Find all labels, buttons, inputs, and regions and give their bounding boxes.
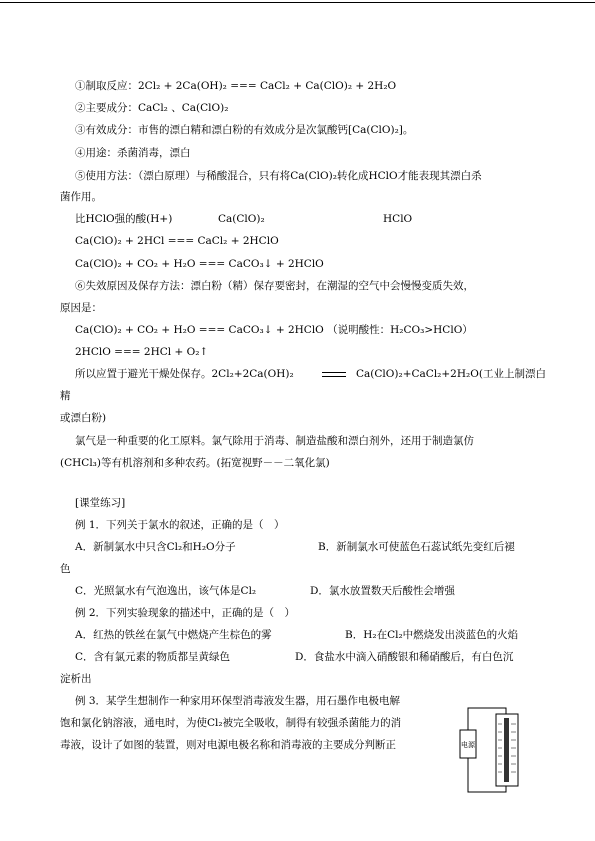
option-d: D．氯水放置数天后酸性会增强 [310,585,455,597]
text-line: 或漂白粉) [60,412,107,424]
text-line: ④用途：杀菌消毒，漂白 [75,147,191,159]
text-line: 精 [60,390,71,402]
text-line: 饱和氯化钠溶液，通电时，为使Cl₂被完全吸收，制得有较强杀菌能力的消 [60,717,402,729]
text-line: 色 [60,563,71,575]
option-b: B．H₂在Cl₂中燃烧发出淡蓝色的火焰 [345,629,519,641]
header-rule [0,2,595,3]
text-line: 所以应置于避光干燥处保存。2Cl₂+2Ca(OH)₂ [75,368,294,380]
text-line: 原因是： [60,302,102,314]
option-a: A．红热的铁丝在氯气中燃烧产生棕色的雾 [75,629,272,641]
text-line: Ca(ClO)₂+CaCl₂+2H₂O(工业上制漂白 [356,368,546,380]
electrolysis-apparatus-diagram [458,700,522,798]
option-d: D．食盐水中滴入硝酸银和稀硝酸后，有白色沉 [295,651,514,663]
text-line: ⑥失效原因及保存方法：漂白粉（精）保存要密封，在潮湿的空气中会慢慢变质失效， [75,280,474,292]
section-heading: [课堂练习] [75,497,126,509]
text-line: Ca(ClO)₂ [218,213,265,225]
text-line: 比HClO强的酸(H+) [75,213,173,225]
text-line: 菌作用。 [60,191,102,203]
text-line: 氯气是一种重要的化工原料。氯气除用于消毒、制造盐酸和漂白剂外，还用于制造氯仿 [75,435,474,447]
text-line: ③有效成分：市售的漂白精和漂白粉的有效成分是次氯酸钙[Ca(ClO)₂]。 [75,124,414,136]
option-b: B．新制氯水可使蓝色石蕊试纸先变红后褪 [318,541,515,553]
equation-line: Ca(ClO)₂ + CO₂ + H₂O === CaCO₃↓ + 2HClO （说明酸性：H₂CO₃>HClO） [75,324,473,336]
option-c: C．光照氯水有气泡逸出，该气体是Cl₂ [75,585,257,597]
text-line: (CHCl₃)等有机溶剂和多种农药。(拓宽视野－－二氧化氯) [60,457,330,469]
text-line: 毒液，设计了如图的装置，则对电源电极名称和消毒液的主要成分判断正 [60,739,396,751]
option-a: A．新制氯水中只含Cl₂和H₂O分子 [75,541,236,553]
equation-line: 2HClO === 2HCl + O₂↑ [75,346,209,358]
equation-line: Ca(ClO)₂ + CO₂ + H₂O === CaCO₃↓ + 2HClO [75,258,324,270]
text-line: ①制取反应：2Cl₂ + 2Ca(OH)₂ === CaCl₂ + Ca(ClO)₂ + 2H₂O [75,80,397,92]
question-line: 例 3．某学生想制作一种家用环保型消毒液发生器，用石墨作电极电解 [75,695,401,707]
text-line: ②主要成分：CaCl₂ 、Ca(ClO)₂ [75,102,229,114]
question-line: 例 1．下列关于氯水的叙述，正确的是（ ） [75,519,285,531]
text-line: ⑤使用方法：（漂白原理）与稀酸混合，只有将Ca(ClO)₂转化成HClO才能表现其漂白杀 [75,170,482,182]
option-c: C．含有氯元素的物质都呈黄绿色 [75,651,231,663]
text-line: HClO [383,213,413,225]
text-line: 淀析出 [60,673,92,685]
power-source-label: 电源 [461,741,475,749]
equation-line: Ca(ClO)₂ + 2HCl === CaCl₂ + 2HClO [75,235,279,247]
question-line: 例 2．下列实验现象的描述中，正确的是（ ） [75,607,296,619]
equals-sign [318,369,350,383]
